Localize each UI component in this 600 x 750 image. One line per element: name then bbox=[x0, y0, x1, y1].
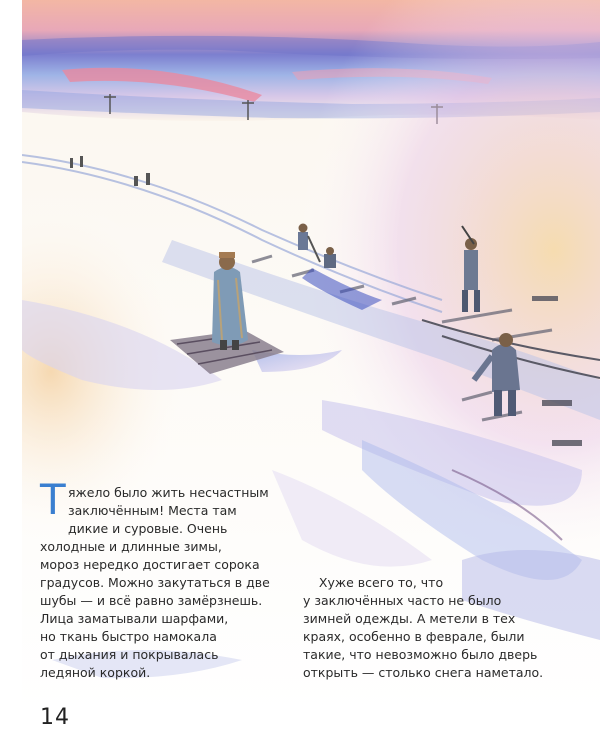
text-line: открыть — столько снега наметало. bbox=[303, 665, 544, 680]
text-line: дикие и суровые. Очень bbox=[68, 521, 228, 536]
text-line: Лица заматывали шарфами, bbox=[40, 611, 229, 626]
text-line: краях, особенно в феврале, были bbox=[303, 629, 525, 644]
text-line: такие, что невозможно было дверь bbox=[303, 647, 538, 662]
text-line: Хуже всего то, что bbox=[303, 575, 444, 590]
text-line: холодные и длинные зимы, bbox=[40, 539, 222, 554]
text-line: ледяной коркой. bbox=[40, 665, 151, 680]
text-block-left bbox=[40, 484, 270, 682]
text-line: градусов. Можно закутаться в две bbox=[40, 575, 270, 590]
text-line: яжело было жить несчастным bbox=[68, 485, 269, 500]
drop-cap: Т bbox=[40, 475, 66, 524]
text-line: заключённым! Места там bbox=[68, 503, 237, 518]
page-number: 14 bbox=[40, 705, 70, 730]
text-line: от дыхания и покрывалась bbox=[40, 647, 219, 662]
text-line: мороз нередко достигает сорока bbox=[40, 557, 260, 572]
text-line: у заключённых часто не было bbox=[303, 593, 502, 608]
text-block-right bbox=[303, 574, 543, 682]
text-line: зимней одежды. А метели в тех bbox=[303, 611, 516, 626]
text-line: шубы — и всё равно замёрзнешь. bbox=[40, 593, 263, 608]
text-line: но ткань быстро намокала bbox=[40, 629, 217, 644]
